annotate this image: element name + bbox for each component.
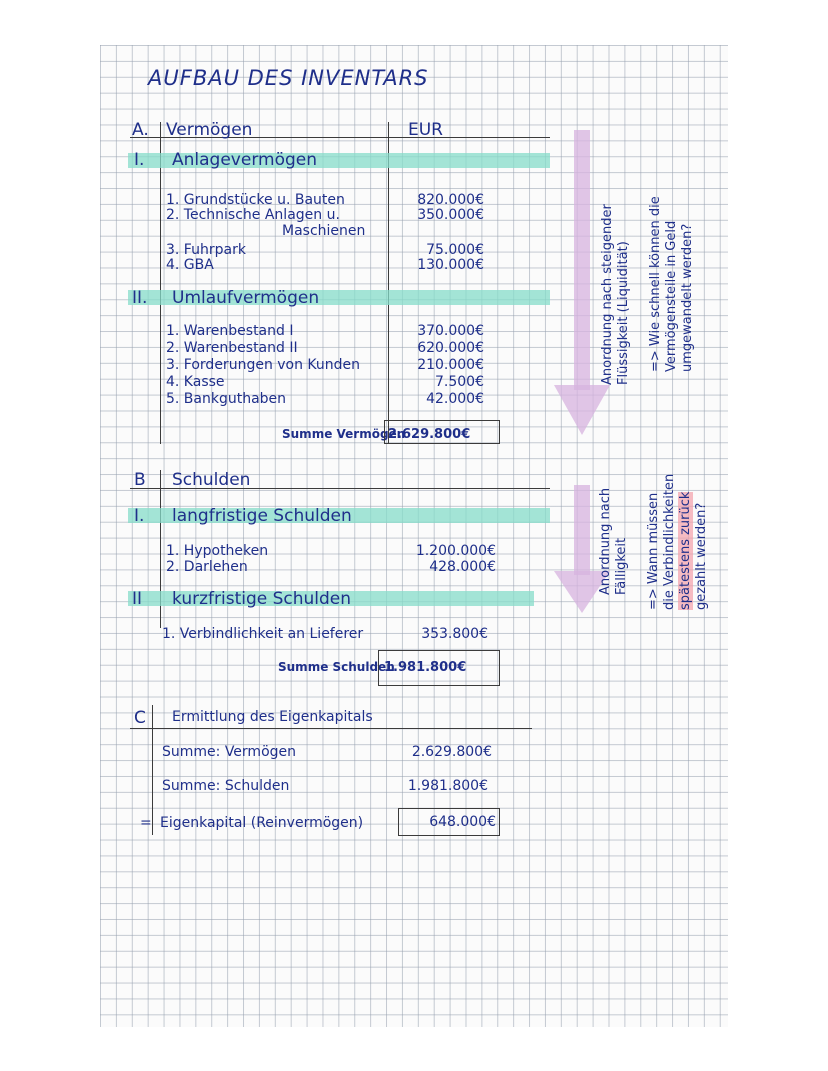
side-note-question1-line1: => Wie schnell können die bbox=[648, 196, 663, 372]
lang-label: langfristige Schulden bbox=[172, 506, 352, 526]
side-note-maturity-line1: Anordnung nach bbox=[598, 487, 613, 595]
section-a-letter: A. bbox=[132, 120, 149, 140]
summe-schulden-value: 1.981.800€ bbox=[384, 660, 467, 675]
umlauf-label: Umlaufvermögen bbox=[172, 288, 320, 308]
side-note-question1-line2: Vermögensteile in Geld bbox=[664, 220, 679, 372]
anlage-roman: I. bbox=[134, 150, 145, 170]
value-divider-a bbox=[388, 122, 389, 444]
side-note-question2-line3: spätestens zurück bbox=[678, 491, 693, 610]
side-note-liquidity-line2: Flüssigkeit (Liquidität) bbox=[616, 241, 631, 385]
lang-item-1: 1. Hypotheken bbox=[166, 543, 269, 559]
anlage-value-4: 130.000€ bbox=[417, 257, 484, 273]
anlage-value-3: 75.000€ bbox=[426, 242, 484, 258]
lang-roman: I. bbox=[134, 506, 145, 526]
side-note-liquidity-line1: Anordnung nach steigender bbox=[600, 204, 615, 385]
lang-value-1: 1.200.000€ bbox=[415, 543, 496, 559]
anlage-item-3: 3. Fuhrpark bbox=[166, 242, 246, 258]
section-b-letter: B bbox=[134, 470, 146, 490]
lang-value-2: 428.000€ bbox=[429, 559, 496, 575]
result-prefix: = bbox=[140, 815, 152, 831]
umlauf-value-2: 620.000€ bbox=[417, 340, 484, 356]
result-label: Eigenkapital (Reinvermögen) bbox=[160, 815, 364, 831]
page-title: AUFBAU DES INVENTARS bbox=[148, 66, 429, 90]
section-b-label: Schulden bbox=[172, 470, 251, 490]
summe-vermoegen-label: Summe Vermögen bbox=[282, 427, 406, 441]
umlauf-value-1: 370.000€ bbox=[417, 323, 484, 339]
umlauf-item-2: 2. Warenbestand II bbox=[166, 340, 298, 356]
anlage-value-2: 350.000€ bbox=[417, 207, 484, 223]
column-divider-a bbox=[160, 122, 161, 444]
side-note-question1-line3: umgewandelt werden? bbox=[680, 223, 695, 372]
umlauf-value-4: 7.500€ bbox=[435, 374, 484, 390]
side-note-question2-line1: => Wann müssen bbox=[646, 492, 661, 610]
result-value: 648.000€ bbox=[429, 814, 496, 830]
side-note-question2-line2: die Verbindlichkeiten bbox=[662, 473, 677, 610]
side-note-question2-line4: gezahlt werden? bbox=[694, 502, 709, 610]
umlauf-roman: II. bbox=[132, 288, 148, 308]
umlauf-value-5: 42.000€ bbox=[426, 391, 484, 407]
column-divider-c bbox=[152, 705, 153, 835]
summe-vermoegen-value: 2.629.800€ bbox=[388, 427, 471, 442]
anlage-label: Anlagevermögen bbox=[172, 150, 317, 170]
currency-header: EUR bbox=[408, 120, 443, 140]
kurz-value-1: 353.800€ bbox=[421, 626, 488, 642]
anlage-value-1: 820.000€ bbox=[417, 192, 484, 208]
umlauf-item-4: 4. Kasse bbox=[166, 374, 225, 390]
kurz-item-1: 1. Verbindlichkeit an Lieferer bbox=[162, 626, 364, 642]
anlage-item-1: 1. Grundstücke u. Bauten bbox=[166, 192, 345, 208]
side-note-maturity-line2: Fälligkeit bbox=[614, 537, 629, 595]
anlage-item-4: 4. GBA bbox=[166, 257, 214, 273]
kurz-roman: II bbox=[132, 589, 143, 609]
section-c-label: Ermittlung des Eigenkapitals bbox=[172, 709, 373, 725]
summe-schulden-label: Summe Schulden bbox=[278, 660, 395, 674]
c-row-2-value: 1.981.800€ bbox=[407, 778, 488, 794]
umlauf-item-3: 3. Forderungen von Kunden bbox=[166, 357, 361, 373]
umlauf-value-3: 210.000€ bbox=[417, 357, 484, 373]
umlauf-item-5: 5. Bankguthaben bbox=[166, 391, 287, 407]
c-row-1-value: 2.629.800€ bbox=[411, 744, 492, 760]
c-row-2-label: Summe: Schulden bbox=[162, 778, 290, 794]
umlauf-item-1: 1. Warenbestand I bbox=[166, 323, 294, 339]
section-c-letter: C bbox=[134, 708, 146, 728]
c-row-1-label: Summe: Vermögen bbox=[162, 744, 297, 760]
kurz-label: kurzfristige Schulden bbox=[172, 589, 352, 609]
section-c-underline bbox=[130, 728, 532, 729]
section-a-label: Vermögen bbox=[166, 120, 253, 140]
anlage-item-2: 2. Technische Anlagen u. bbox=[166, 207, 340, 223]
anlage-item-2-cont: Maschienen bbox=[282, 223, 366, 239]
lang-item-2: 2. Darlehen bbox=[166, 559, 248, 575]
